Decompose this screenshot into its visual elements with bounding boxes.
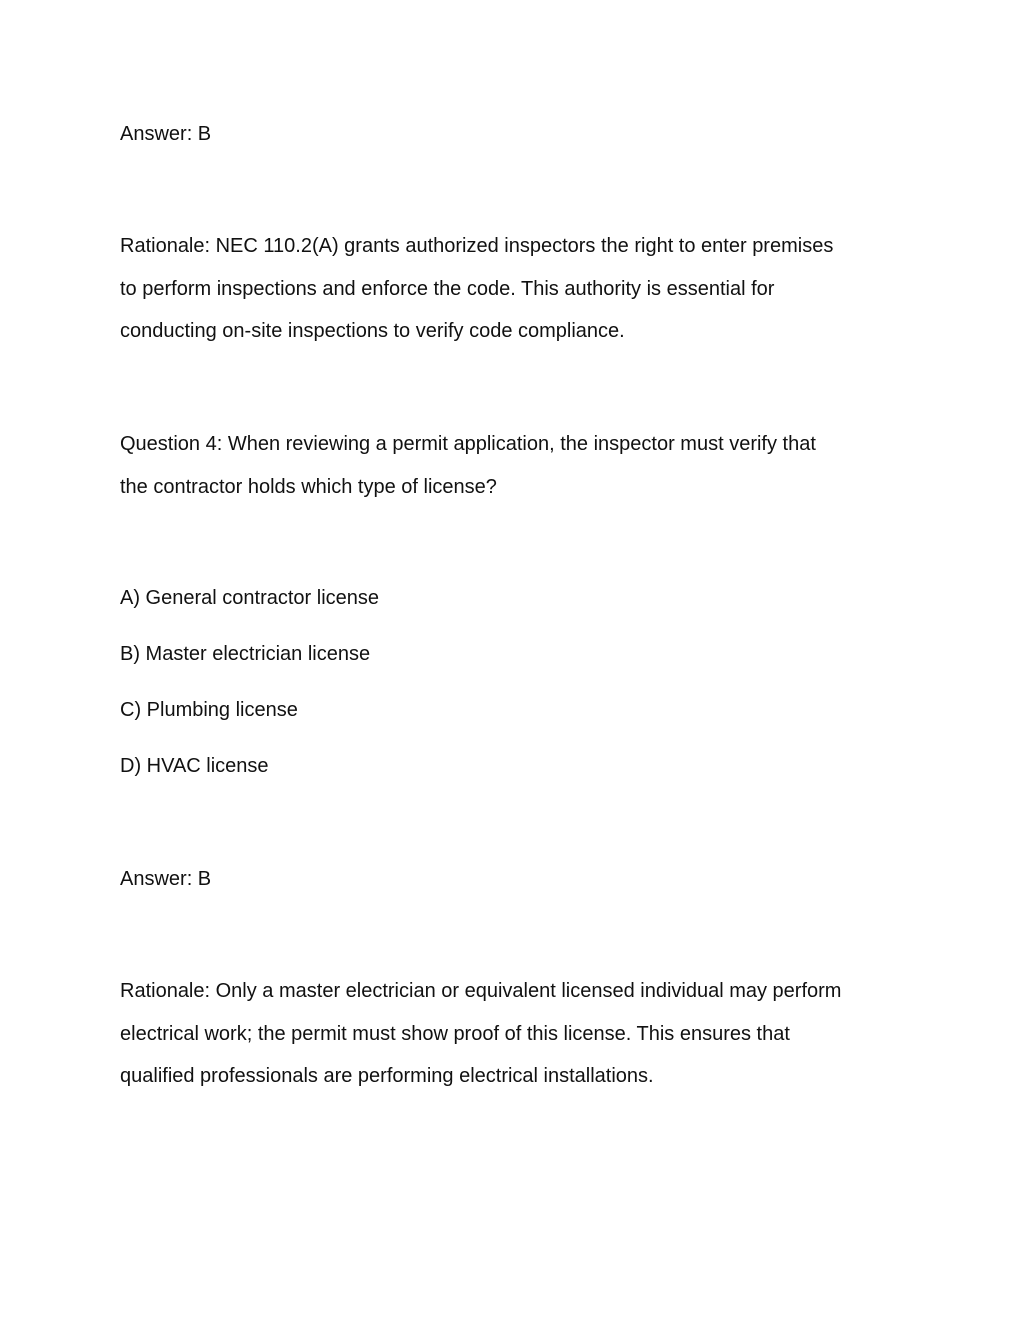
option-a: A) General contractor license [120,587,380,609]
rationale-line: qualified professionals are performing electrical installations. [120,1065,654,1087]
option-d: D) HVAC license [120,755,269,777]
question-text-line: Question 4: When reviewing a permit application, the inspector must verify that [120,433,816,455]
question-text-line: the contractor holds which type of license? [120,476,497,498]
previous-answer: Answer: B [120,123,212,145]
rationale-line: electrical work; the permit must show proof of this license. This ensures that [120,1023,790,1045]
question-answer: Answer: B [120,868,212,890]
option-b: B) Master electrician license [120,643,371,665]
option-c: C) Plumbing license [120,699,298,721]
rationale-line: Rationale: Only a master electrician or equivalent licensed individual may perform [120,980,842,1002]
rationale-line: Rationale: NEC 110.2(A) grants authorized inspectors the right to enter premises [120,235,834,257]
rationale-line: conducting on-site inspections to verify code compliance. [120,320,625,342]
rationale-line: to perform inspections and enforce the code. This authority is essential for [120,278,775,300]
